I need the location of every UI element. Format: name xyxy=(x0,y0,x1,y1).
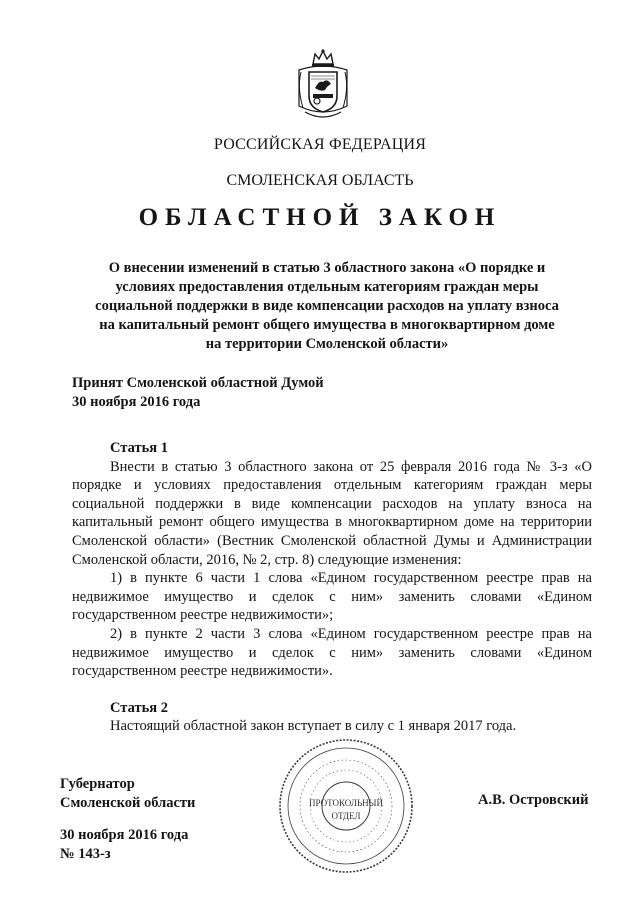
adoption-date: 30 ноября 2016 года xyxy=(72,394,201,410)
signatory-name: А.В. Островский xyxy=(478,792,589,808)
article-2-heading: Статья 2 xyxy=(110,699,168,716)
article-1-item-2: 2) в пункте 2 части 3 слова «Едином государственном реестре прав на недвижимое имущество и сделок с ним» заменить словами «Едином государственном реестре недвижимости». xyxy=(72,625,592,680)
law-title xyxy=(92,259,562,354)
article-1-item-1: 1) в пункте 6 части 1 слова «Едином государственном реестре прав на недвижимое имущество и сделок с ним» заменить словами «Едином государственном реестре недвижимости»; xyxy=(72,570,592,624)
article-1-intro: Внести в статью 3 областного закона от 25 февраля 2016 года № 3-з «О порядке и условиях предоставления отдельным категориям граждан меры социальной поддержки в виде компенсации расходов на уплату взноса на капитальный ремонт общего имущества в многоквартирном доме на территории Смоленской области» (Вестник Смоленской областной Думы и Администрации Смоленской области, 2016, № 2, стр. 8) следующие изменения: xyxy=(72,458,592,568)
adoption-note xyxy=(72,374,324,412)
signatory-position-line: Губернатор xyxy=(60,776,135,792)
article-1-heading: Статья 1 xyxy=(110,440,168,456)
law-number: № 143-з xyxy=(60,846,111,862)
signatory-position-line: Смоленской области xyxy=(60,795,196,811)
law-title-line: О внесении изменений в статью 3 областного закона «О порядке и xyxy=(108,260,546,276)
law-title-line: социальной поддержки в виде компенсации расходов на уплату взноса xyxy=(95,298,559,314)
country-heading: РОССИЙСКАЯ ФЕДЕРАЦИЯ xyxy=(213,136,427,153)
law-title-line: условиях предоставления отдельным категориям граждан меры xyxy=(115,279,539,295)
region-heading: СМОЛЕНСКАЯ ОБЛАСТЬ xyxy=(226,172,414,189)
law-title-line: на капитальный ремонт общего имущества в многоквартирном доме xyxy=(99,317,555,333)
adoption-body: Принят Смоленской областной Думой xyxy=(72,375,324,391)
law-date: 30 ноября 2016 года xyxy=(60,827,189,843)
law-title-line: на территории Смоленской области» xyxy=(205,336,449,352)
stamp-label-line: ОТДЕЛ xyxy=(331,811,361,821)
official-stamp xyxy=(276,736,416,876)
smolensk-coat-of-arms-icon xyxy=(293,48,353,124)
signatory-position xyxy=(60,775,195,813)
law-kind-heading: ОБЛАСТНОЙ ЗАКОН xyxy=(138,204,502,231)
law-date-number xyxy=(60,826,188,864)
article-2-text: Настоящий областной закон вступает в силу с 1 января 2017 года. xyxy=(110,718,517,735)
stamp-label-line: ПРОТОКОЛЬНЫЙ xyxy=(309,798,383,808)
articles xyxy=(72,439,592,736)
